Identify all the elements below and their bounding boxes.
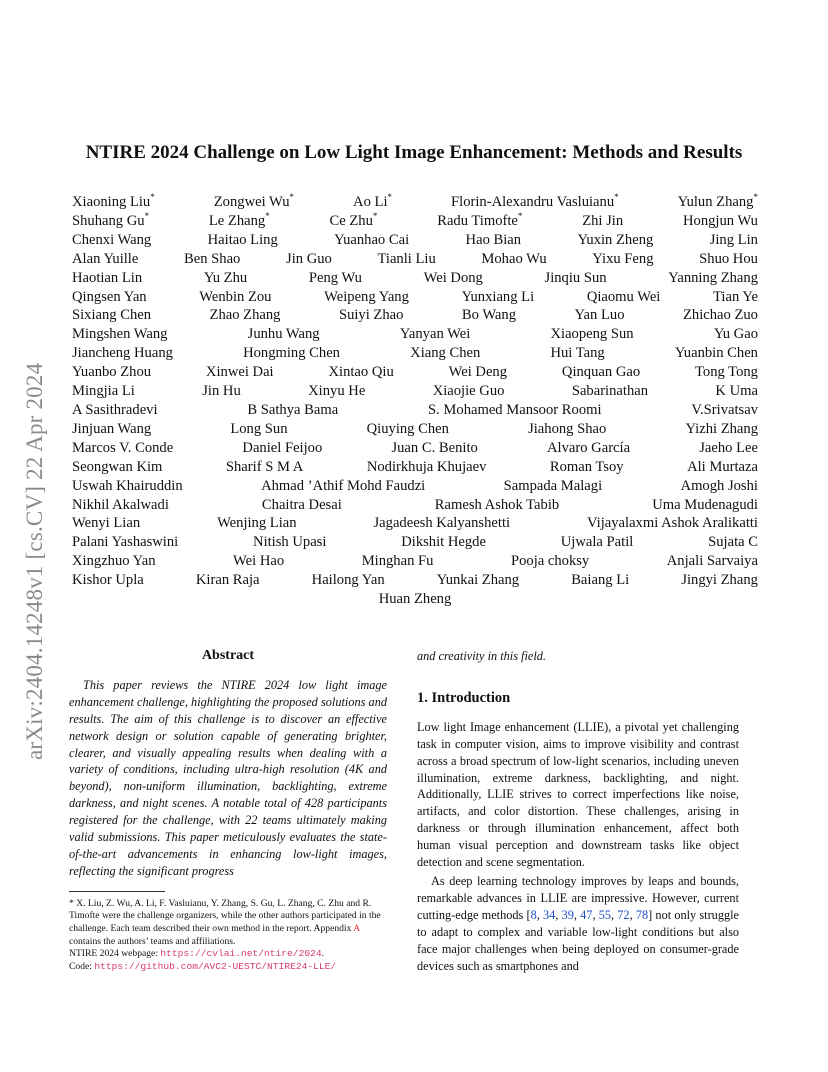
author-name: Junhu Wang: [247, 326, 320, 343]
author-name: Jin Guo: [286, 250, 332, 267]
author-name: Palani Yashaswini: [72, 534, 179, 551]
author-name: Haotian Lin: [72, 269, 143, 286]
author-name: Qiuying Chen: [366, 420, 449, 437]
author-line: [70, 306, 760, 325]
appendix-link[interactable]: A: [353, 922, 360, 934]
author-name: Wenbin Zou: [199, 288, 272, 305]
author-name: B Sathya Bama: [247, 401, 339, 418]
author-name: Ali Murtaza: [687, 458, 758, 475]
author-name: Yunxiang Li: [461, 288, 535, 305]
abstract-text: This paper reviews the NTIRE 2024 low light image enhancement challenge, highlighting the proposed solutions and results. The aim of this challenge is to discover an effective network design or solution capable of generating brighter, clearer, and visually appealing results when dealing with a variety of conditions, including ultra-high resolution (4K and beyond), non-uniform illumination, backlighting, extreme darkness, and night scenes. A notable total of 428 participants registered for the challenge, with 22 teams ultimately making valid submissions. This paper meticulously evaluates the state-of-the-art advancements in enhancing low-light images, reflecting the significant progress: [69, 677, 387, 878]
footnote-text-end: contains the authors’ teams and affiliations.: [69, 935, 236, 947]
author-name: Jing Lin: [709, 231, 758, 248]
citation-link[interactable]: 72: [617, 907, 630, 922]
author-name: Shuhang Gu*: [72, 211, 150, 229]
author-name: Wenjing Lian: [217, 515, 297, 532]
author-name: Suiyi Zhao: [338, 307, 404, 324]
abstract-heading: Abstract: [201, 648, 255, 663]
author-name: Jin Hu: [202, 383, 241, 400]
organizers-footnote: [69, 898, 387, 948]
author-name: Ce Zhu*: [329, 211, 378, 229]
organizer-mark: *: [372, 211, 378, 222]
author-name: Mingshen Wang: [72, 326, 168, 343]
author-name: Yanning Zhang: [668, 269, 758, 286]
organizer-mark: *: [144, 211, 150, 222]
code-label: Code:: [69, 960, 95, 972]
author-name: Jaeho Lee: [699, 439, 758, 456]
author-line: [70, 344, 760, 363]
author-name: Tianli Liu: [377, 250, 436, 267]
introduction-paragraph-2: [417, 873, 739, 974]
author-line: [70, 363, 760, 382]
author-line: [70, 458, 760, 477]
author-name: Jingyi Zhang: [681, 572, 758, 589]
author-line: [70, 571, 760, 590]
abstract-continued: and creativity in this field.: [417, 649, 546, 663]
author-name: Yulun Zhang*: [677, 192, 758, 210]
author-name: Uswah Khairuddin: [72, 477, 183, 494]
author-name: Zhichao Zuo: [682, 307, 758, 324]
organizer-mark: *: [150, 192, 155, 203]
author-line: [70, 514, 760, 533]
footnote-rule: [69, 891, 165, 892]
author-line: [70, 533, 760, 552]
webpage-period: .: [321, 948, 324, 960]
author-name: Hongming Chen: [243, 345, 340, 362]
author-line: [70, 590, 760, 609]
author-name: Hongjun Wu: [682, 212, 758, 229]
author-name: Minghan Fu: [361, 553, 434, 570]
author-name: Sabarinathan: [571, 383, 649, 400]
organizer-mark: *: [265, 211, 270, 222]
author-name: Wei Deng: [448, 364, 508, 381]
author-line: [70, 552, 760, 571]
webpage-footnote: [69, 948, 387, 961]
left-column: [69, 648, 387, 973]
author-line: [70, 212, 760, 231]
author-name: Yan Luo: [574, 307, 625, 324]
author-name: Yunkai Zhang: [436, 572, 520, 589]
author-name: Marcos V. Conde: [72, 439, 174, 456]
author-name: Baiang Li: [571, 572, 630, 589]
author-name: Nodirkhuja Khujaev: [366, 458, 487, 475]
author-name: Zhi Jin: [582, 212, 624, 229]
author-name: Hui Tang: [550, 345, 605, 362]
author-list: [70, 193, 760, 609]
author-name: Nitish Upasi: [253, 534, 327, 551]
author-name: Kiran Raja: [195, 572, 260, 589]
author-line: [70, 477, 760, 496]
organizer-mark: *: [614, 192, 619, 203]
author-name: Xiaoning Liu*: [72, 192, 155, 210]
author-name: Jinjuan Wang: [72, 420, 152, 437]
author-name: Yizhi Zhang: [685, 420, 758, 437]
author-name: Yuanbo Zhou: [72, 364, 152, 381]
author-name: Xintao Qiu: [328, 364, 394, 381]
author-name: Long Sun: [230, 420, 288, 437]
author-name: Vijayalaxmi Ashok Aralikatti: [587, 515, 758, 532]
author-name: Sampada Malagi: [503, 477, 603, 494]
author-name: Hao Bian: [465, 231, 522, 248]
author-name: Yu Zhu: [203, 269, 248, 286]
author-name: Yuanbin Chen: [674, 345, 758, 362]
author-line: [70, 420, 760, 439]
author-line: [70, 288, 760, 307]
author-name: Nikhil Akalwadi: [72, 496, 169, 513]
code-link[interactable]: https://github.com/AVC2-UESTC/NTIRE24-LLE/: [94, 960, 337, 972]
author-name: Alan Yuille: [72, 250, 139, 267]
organizer-mark: *: [387, 192, 393, 203]
para2-text-end: ] not only struggle to adapt to complex and variable low-light conditions but also face major challenges when being deployed on consumer-grade devices such as smartphones and: [417, 907, 739, 973]
author-name: Weipeng Yang: [324, 288, 409, 305]
author-name: Zhao Zhang: [209, 307, 281, 324]
author-name: Qiaomu Wei: [586, 288, 661, 305]
author-name: Chenxi Wang: [72, 231, 152, 248]
author-line: [70, 382, 760, 401]
author-name: Ujwala Patil: [560, 534, 634, 551]
author-name: Yixu Feng: [592, 250, 654, 267]
author-name: Le Zhang*: [208, 211, 270, 229]
paper-title: NTIRE 2024 Challenge on Low Light Image Enhancement: Methods and Results: [85, 142, 743, 163]
author-name: Roman Tsoy: [549, 458, 624, 475]
author-line: [70, 193, 760, 212]
author-name: Pooja choksy: [510, 553, 590, 570]
author-name: Yuanhao Cai: [334, 231, 410, 248]
author-name: Shuo Hou: [699, 250, 758, 267]
author-line: [70, 250, 760, 269]
author-name: Ramesh Ashok Tabib: [434, 496, 560, 513]
para2-text-start: As deep learning technology improves by leaps and bounds, remarkable advances in LLIE are impressive. However, current cutting-edge methods [: [417, 873, 739, 922]
author-name: Yanyan Wei: [399, 326, 471, 343]
author-name: S. Mohamed Mansoor Roomi: [428, 401, 602, 418]
author-name: Sixiang Chen: [72, 307, 152, 324]
author-line: [70, 496, 760, 515]
author-line: [70, 231, 760, 250]
author-name: Xiaopeng Sun: [550, 326, 634, 343]
citation-list: 8, 34, 39, 47, 55, 72, 78: [530, 907, 649, 922]
author-name: Seongwan Kim: [72, 458, 163, 475]
organizer-mark: *: [517, 211, 523, 222]
citation-link[interactable]: 78: [635, 907, 649, 922]
author-name: Wenyi Lian: [72, 515, 141, 532]
citation-link[interactable]: 8: [530, 907, 537, 922]
organizer-mark: *: [753, 192, 758, 203]
author-name: K Uma: [715, 383, 758, 400]
author-name: Chaitra Desai: [261, 496, 342, 513]
author-name: Sharif S M A: [225, 458, 304, 475]
author-name: Radu Timofte*: [437, 211, 523, 229]
author-name: Xingzhuo Yan: [72, 553, 156, 570]
author-name: Xinwei Dai: [205, 364, 274, 381]
author-name: Xiaojie Guo: [432, 383, 505, 400]
author-name: Huan Zheng: [378, 591, 452, 608]
author-name: Jiahong Shao: [528, 420, 607, 437]
citation-link[interactable]: 34: [543, 907, 556, 922]
author-line: [70, 439, 760, 458]
right-column: [417, 648, 739, 974]
author-name: Sujata C: [708, 534, 758, 551]
author-name: Ao Li*: [353, 192, 393, 210]
author-name: Dikshit Hegde: [401, 534, 486, 551]
author-name: Wei Hao: [233, 553, 285, 570]
author-name: Alvaro García: [547, 439, 631, 456]
author-name: Hailong Yan: [311, 572, 385, 589]
author-line: [70, 401, 760, 420]
author-name: Amogh Joshi: [680, 477, 758, 494]
author-name: Xiang Chen: [410, 345, 481, 362]
author-name: Yuxin Zheng: [577, 231, 654, 248]
citation-link[interactable]: 55: [598, 907, 612, 922]
author-name: Zongwei Wu*: [213, 192, 295, 210]
author-line: [70, 269, 760, 288]
author-name: Peng Wu: [308, 269, 362, 286]
webpage-label: NTIRE 2024 webpage:: [69, 948, 161, 960]
code-footnote: [69, 961, 387, 974]
webpage-link[interactable]: https://cvlai.net/ntire/2024: [160, 948, 322, 960]
author-name: Ben Shao: [184, 250, 241, 267]
author-name: V.Srivatsav: [691, 401, 758, 418]
author-name: Ahmad ’Athif Mohd Faudzi: [261, 477, 426, 494]
author-name: Jiancheng Huang: [72, 345, 173, 362]
author-name: Qinquan Gao: [561, 364, 641, 381]
author-name: Florin-Alexandru Vasluianu*: [451, 192, 619, 210]
author-name: Uma Mudenagudi: [652, 496, 758, 513]
author-name: Tian Ye: [713, 288, 758, 305]
author-name: Haitao Ling: [207, 231, 278, 248]
author-name: Kishor Upla: [72, 572, 144, 589]
introduction-heading: 1. Introduction: [417, 689, 511, 706]
citation-link[interactable]: 39: [561, 907, 574, 922]
author-line: [70, 325, 760, 344]
author-name: Jinqiu Sun: [544, 269, 607, 286]
citation-link[interactable]: 47: [580, 907, 593, 922]
author-name: Yu Gao: [713, 326, 758, 343]
author-name: Mingjia Li: [72, 383, 135, 400]
author-name: Bo Wang: [461, 307, 516, 324]
introduction-paragraph-1: Low light Image enhancement (LLIE), a pivotal yet challenging task in computer vision, aims to improve visibility and contrast across a broad spectrum of low-light scenarios, including uneven illumination, extreme darkness, backlighting, and night. Additionally, LLIE strives to correct imperfections like noise, artifacts, and color distortion. These challenges, arising in darkness or through illumination enhancement, affect both human visual perception and downstream tasks like object detection and scene segmentation.: [417, 719, 739, 870]
author-name: Tong Tong: [695, 364, 758, 381]
footnote-text-start: * X. Liu, Z. Wu, A. Li, F. Vasluianu, Y. Zhang, S. Gu, L. Zhang, C. Zhu and R. Timofte were the challenge organizers, while the other authors participated in the challenge. Each team described their own method in the report. Appendix: [69, 897, 381, 934]
author-name: Xinyu He: [308, 383, 366, 400]
author-name: Jagadeesh Kalyanshetti: [373, 515, 511, 532]
organizer-mark: *: [289, 192, 295, 203]
author-name: Daniel Feijoo: [242, 439, 323, 456]
author-name: Anjali Sarvaiya: [666, 553, 758, 570]
author-name: Qingsen Yan: [72, 288, 147, 305]
author-name: Mohao Wu: [481, 250, 547, 267]
author-name: Wei Dong: [423, 269, 483, 286]
author-name: Juan C. Benito: [391, 439, 478, 456]
author-name: A Sasithradevi: [72, 401, 158, 418]
arxiv-identifier: arXiv:2404.14248v1 [cs.CV] 22 Apr 2024: [22, 362, 47, 760]
